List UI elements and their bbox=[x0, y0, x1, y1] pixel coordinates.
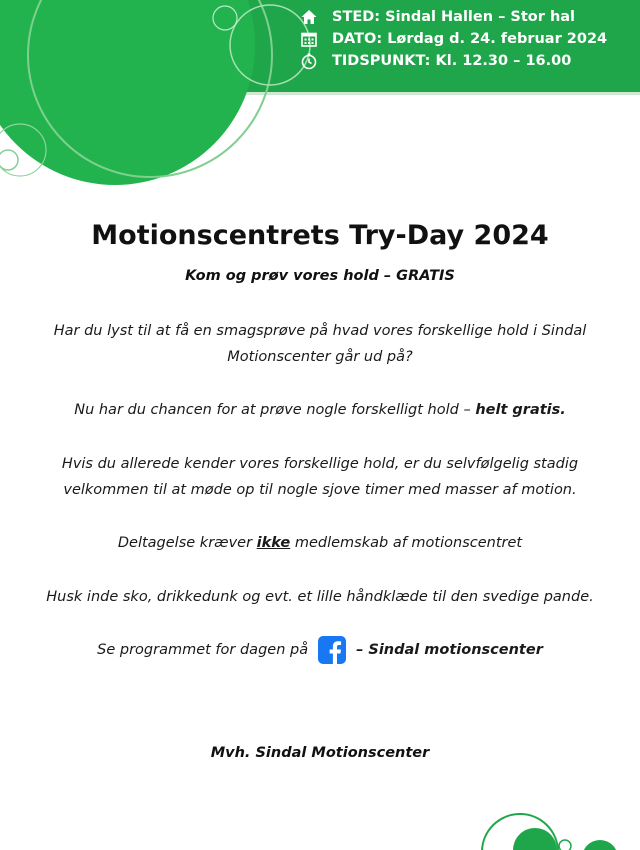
intro-line-2: Motionscenter går ud på? bbox=[227, 349, 413, 365]
program-before: Se programmet for dagen på bbox=[97, 642, 309, 658]
membership-emphasis: ikke bbox=[256, 535, 291, 551]
time-text: TIDSPUNKT: Kl. 12.30 – 16.00 bbox=[332, 53, 572, 69]
clock-icon bbox=[300, 52, 318, 70]
program-paragraph bbox=[20, 636, 620, 664]
subtitle: Kom og prøv vores hold – GRATIS bbox=[185, 268, 455, 284]
free-emphasis: helt gratis. bbox=[475, 402, 566, 418]
welcome-line-2: velkommen til at møde op til nogle sjove timer med masser af motion. bbox=[63, 482, 577, 498]
facebook-icon[interactable] bbox=[318, 636, 346, 664]
home-icon bbox=[300, 8, 318, 26]
date-row bbox=[300, 28, 607, 50]
calendar-icon bbox=[300, 30, 318, 48]
program-after: – Sindal motionscenter bbox=[356, 642, 543, 658]
free-text: Nu har du chancen for at prøve nogle forskelligt hold – bbox=[74, 402, 476, 418]
location-row bbox=[300, 6, 607, 28]
free-paragraph bbox=[20, 397, 620, 423]
welcome-paragraph bbox=[20, 451, 620, 503]
date-text: DATO: Lørdag d. 24. februar 2024 bbox=[332, 31, 608, 47]
welcome-line-1: Hvis du allerede kender vores forskellige hold, er du selvfølgelig stadig bbox=[61, 456, 579, 472]
intro-paragraph bbox=[20, 318, 620, 370]
event-info bbox=[300, 6, 607, 72]
page-title: Motionscentrets Try-Day 2024 bbox=[91, 220, 549, 251]
membership-paragraph bbox=[20, 530, 620, 556]
location-text: STED: Sindal Hallen – Stor hal bbox=[332, 9, 576, 25]
signoff: Mvh. Sindal Motionscenter bbox=[210, 745, 430, 761]
time-row bbox=[300, 50, 607, 72]
membership-before: Deltagelse kræver bbox=[117, 535, 257, 551]
corner-decoration bbox=[460, 810, 640, 850]
bring-paragraph: Husk inde sko, drikkedunk og evt. et lille håndklæde til den svedige pande. bbox=[46, 589, 594, 605]
membership-after: medlemskab af motionscentret bbox=[290, 535, 523, 551]
intro-line-1: Har du lyst til at få en smagsprøve på hvad vores forskellige hold i Sindal bbox=[53, 323, 587, 339]
